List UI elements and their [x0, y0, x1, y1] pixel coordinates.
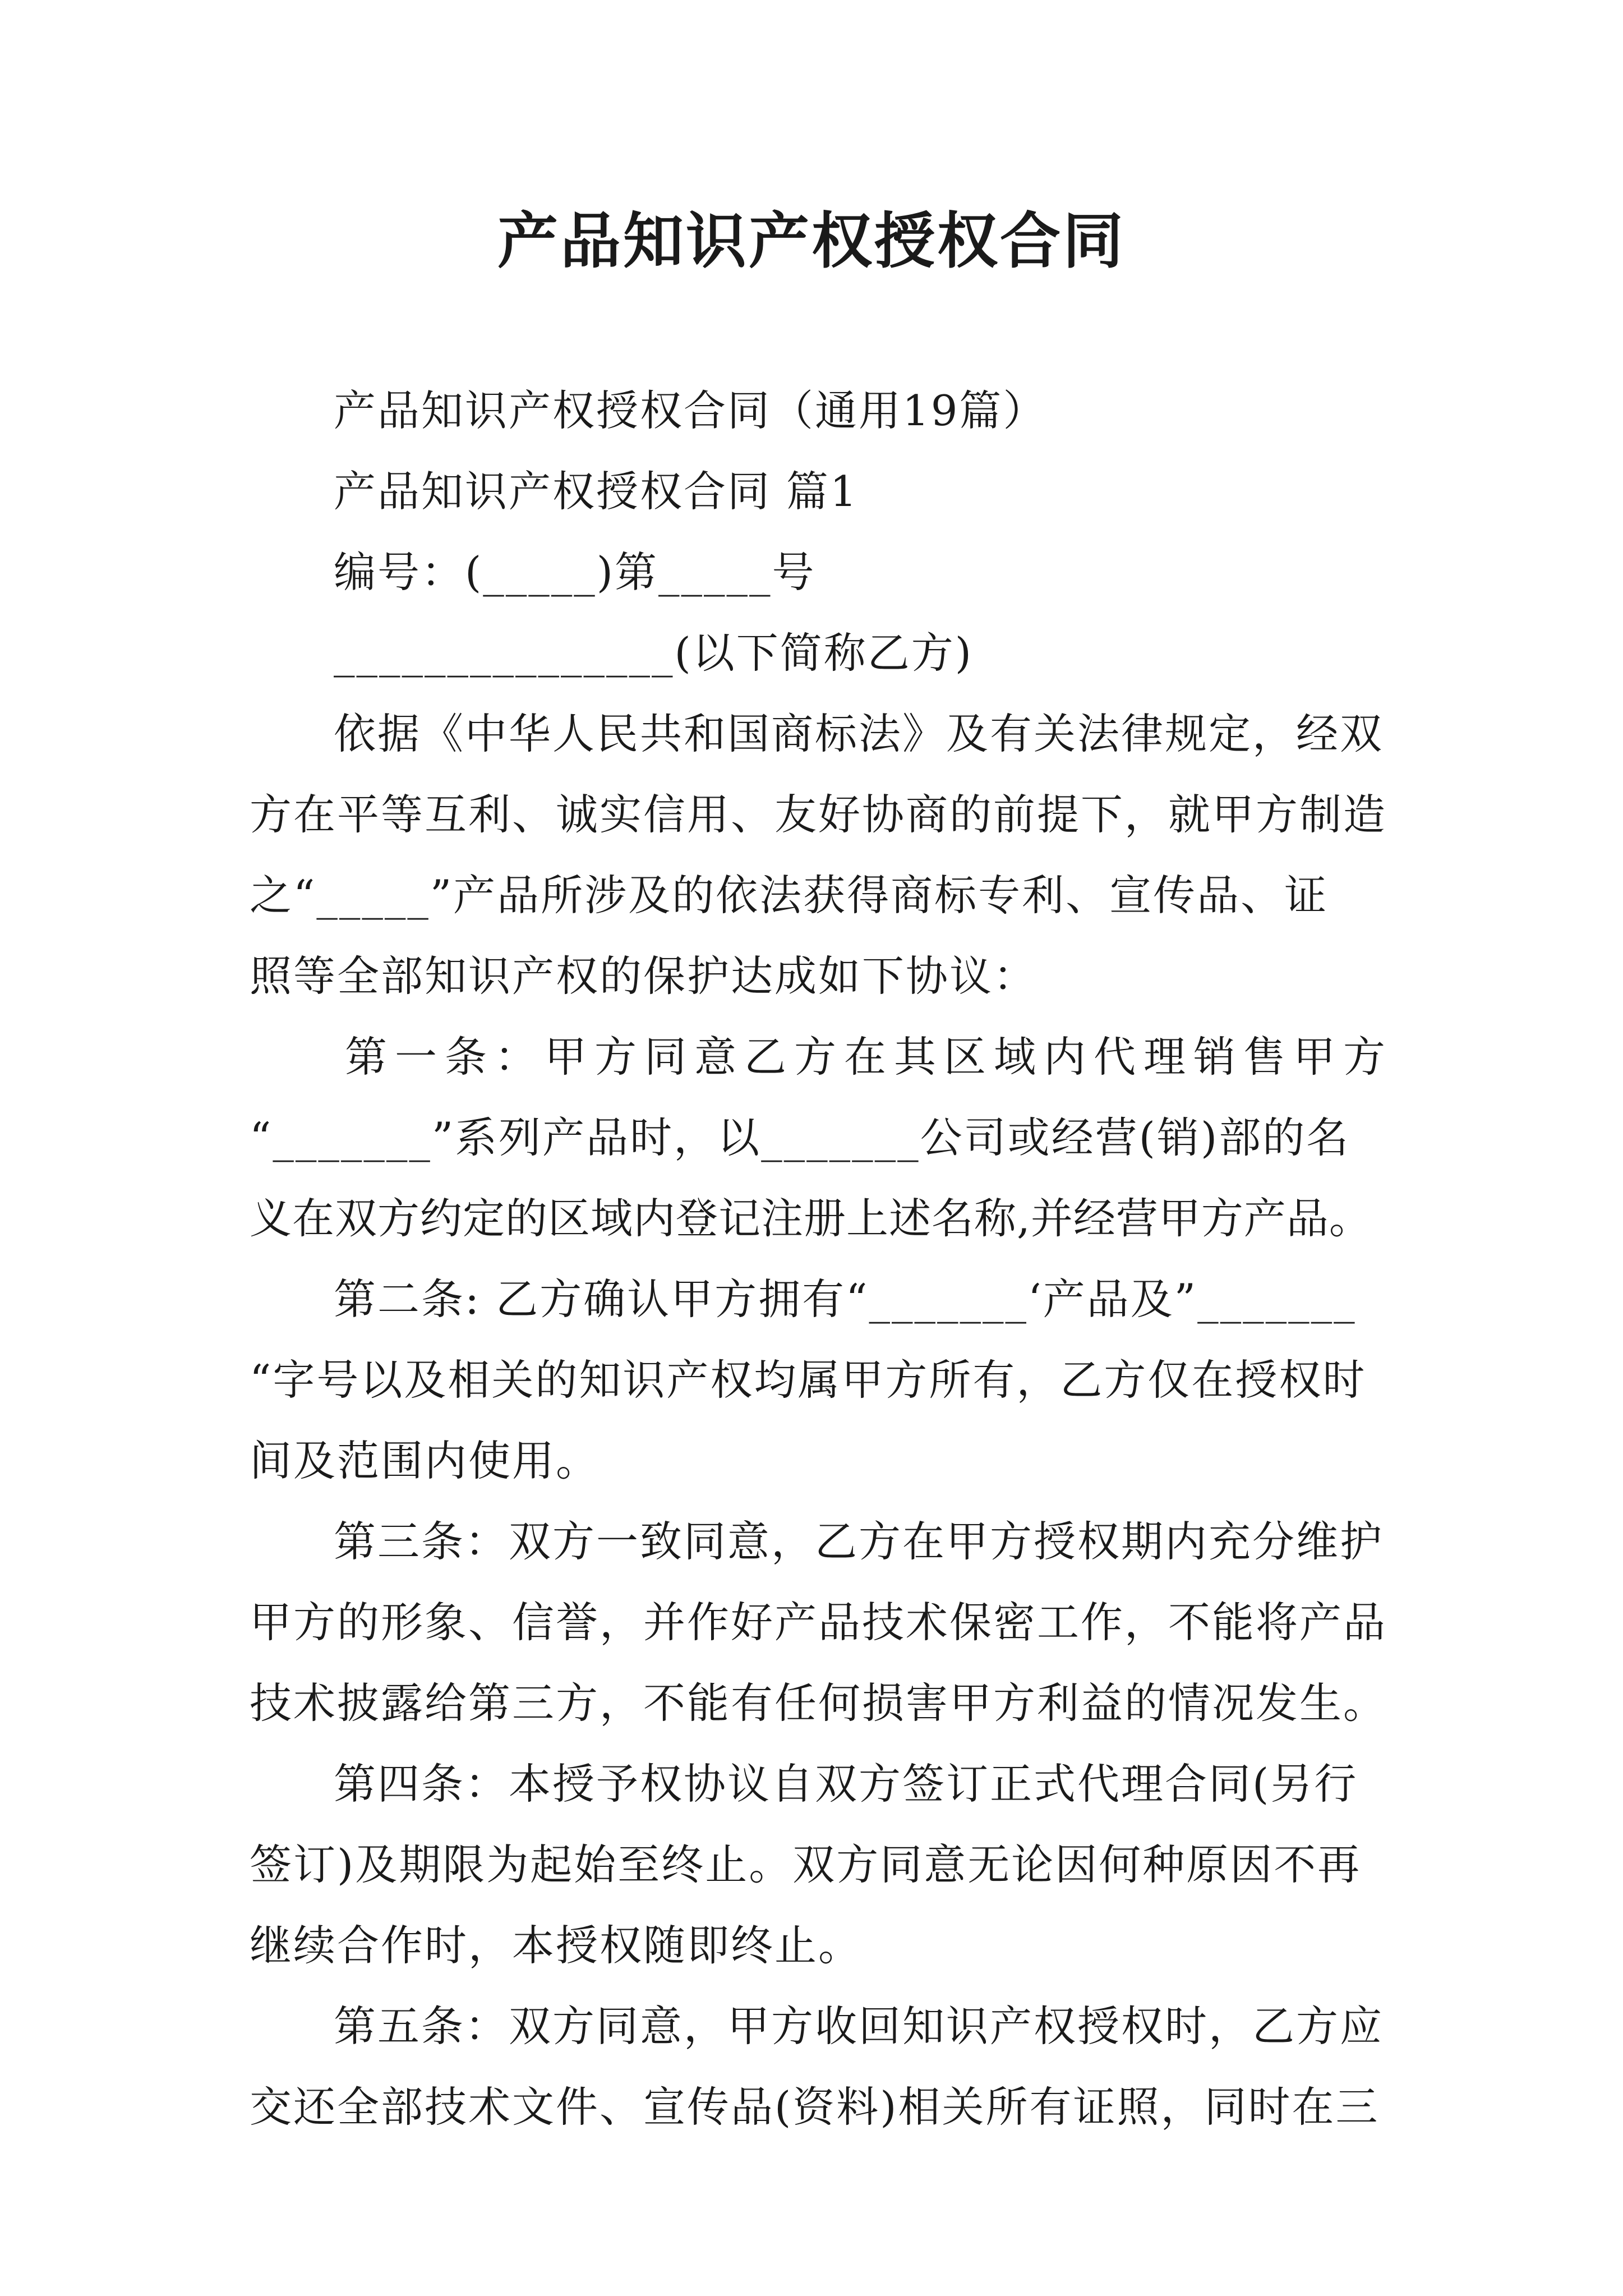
subtitle-line: 产品知识产权授权合同（通用19篇）	[334, 386, 1047, 435]
party-b-line: _______________(以下简称乙方)	[334, 628, 974, 678]
article-5-line: 交还全部技术文件、宣传品(资料)相关所有证照，同时在三	[250, 2082, 1380, 2132]
section-heading: 产品知识产权授权合同 篇1	[334, 467, 859, 516]
paragraph-line: 之“_____”产品所涉及的依法获得商标专利、宣传品、证	[250, 871, 1329, 920]
article-2-line: 第二条: 乙方确认甲方拥有“_______‘产品及”_______	[334, 1274, 1357, 1324]
article-3-line: 技术披露给第三方，不能有任何损害甲方利益的情况发生。	[250, 1678, 1387, 1728]
article-1-line: 义在双方约定的区域内登记注册上述名称,并经营甲方产品。	[250, 1194, 1372, 1243]
article-2-line: 间及范围内使用。	[250, 1436, 600, 1485]
article-4-line: 继续合作时，本授权随即终止。	[250, 1921, 863, 1970]
article-1-line: 第一条：甲方同意乙方在其区域内代理销售甲方	[345, 1032, 1394, 1082]
article-5-line: 第五条：双方同意，甲方收回知识产权授权时，乙方应	[334, 2001, 1384, 2051]
article-3-line: 甲方的形象、信誉，并作好产品技术保密工作，不能将产品	[250, 1598, 1387, 1647]
article-3-line: 第三条：双方一致同意，乙方在甲方授权期内充分维护	[334, 1517, 1384, 1566]
paragraph-line: 照等全部知识产权的保护达成如下协议：	[250, 951, 1038, 1001]
document-body	[250, 370, 1394, 2147]
article-4-line: 第四条：本授予权协议自双方签订正式代理合同(另行	[334, 1759, 1358, 1809]
article-1-line: “_______”系列产品时，以_______公司或经营(销)部的名	[250, 1113, 1350, 1162]
paragraph-line: 方在平等互利、诚实信用、友好协商的前提下，就甲方制造	[250, 790, 1387, 839]
paragraph-line: 依据《中华人民共和国商标法》及有关法律规定，经双	[334, 709, 1384, 758]
document-title: 产品知识产权授权合同	[497, 206, 1126, 277]
article-2-line: “字号以及相关的知识产权均属甲方所有，乙方仅在授权时	[250, 1355, 1367, 1405]
article-4-line: 签订)及期限为起始至终止。双方同意无论因何种原因不再	[250, 1840, 1362, 1889]
contract-number-line: 编号：(_____)第_____号	[334, 547, 816, 597]
